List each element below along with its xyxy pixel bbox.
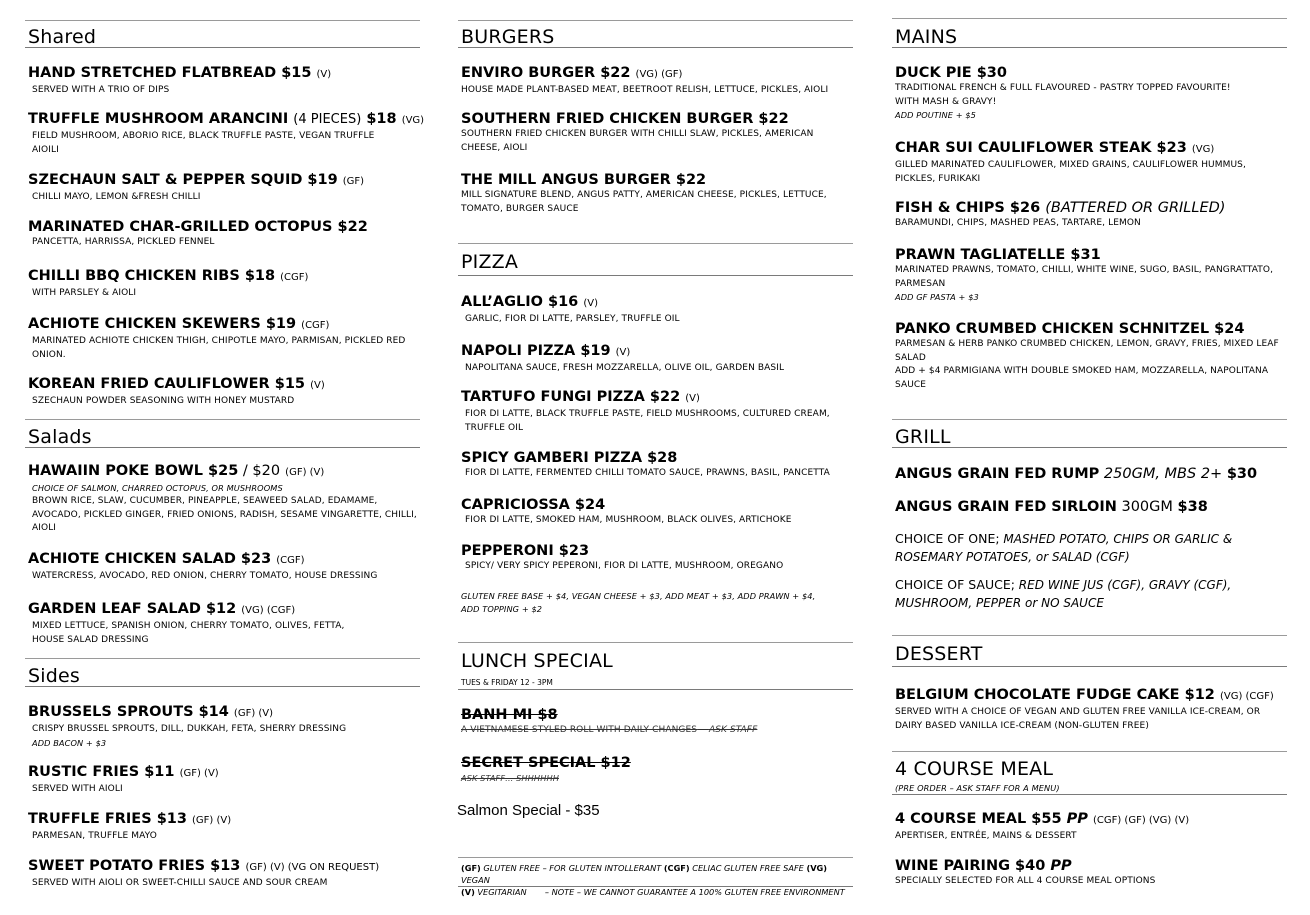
item-alt-price: / $20: [238, 463, 281, 479]
menu-item: [895, 64, 1287, 122]
menu-item: [895, 246, 1287, 304]
item-name: GARDEN LEAF SALAD $12: [28, 601, 237, 617]
menu-item: [28, 600, 420, 647]
per-person-label: PP: [1066, 811, 1088, 827]
item-addon: ADD + $4 PARMIGIANA WITH DOUBLE SMOKED HAM, MOZZARELLA, NAPOLITANA SAUCE: [895, 366, 1269, 390]
item-description: FIOR DI LATTE, BLACK TRUFFLE PASTE, FIELD MUSHROOMS, CULTURED CREAM, TRUFFLE OIL: [465, 409, 830, 433]
grill-side-choice: [895, 530, 1287, 566]
item-name: TARTUFO FUNGI PIZZA $22: [461, 389, 681, 405]
item-name: SPICY GAMBERI PIZZA $28: [461, 450, 678, 466]
section-title-shared: Shared: [28, 26, 97, 48]
diet-tag: (GF) (V): [233, 708, 274, 719]
item-description: MARINATED PRAWNS, TOMATO, CHILLI, WHITE WINE, SUGO, BASIL, PANGRATTATO, PARMESAN: [895, 265, 1274, 289]
item-description: SERVED WITH A TRIO OF DIPS: [32, 85, 170, 95]
menu-item: [895, 857, 1287, 889]
menu-item: [28, 218, 420, 250]
diet-tag: (GF) (V): [285, 467, 325, 478]
section-title-burgers: BURGERS: [461, 26, 555, 48]
section-divider: [25, 47, 420, 48]
grill-item-sirloin: [895, 498, 1287, 516]
diet-tag: (GF): [342, 176, 365, 187]
diet-tag: (CGF): [301, 320, 330, 331]
item-name: CAPRICIOSSA $24: [461, 497, 606, 513]
item-name: FISH & CHIPS $26: [895, 200, 1041, 216]
item-name: WINE PAIRING $40: [895, 858, 1046, 874]
item-description: MARINATED ACHIOTE CHICKEN THIGH, CHIPOTLE MAYO, PARMISAN, PICKLED RED ONION.: [32, 336, 406, 360]
item-name: BELGIUM CHOCOLATE FUDGE CAKE $12: [895, 687, 1215, 703]
section-title-grill: GRILL: [895, 426, 951, 448]
menu-item: [28, 315, 420, 362]
item-description: WITH PARSLEY & AIOLI: [32, 288, 137, 298]
item-price: $18: [366, 111, 397, 127]
item-description: SPICY/ VERY SPICY PEPERONI, FIOR DI LATTE, MUSHROOM, OREGANO: [465, 561, 784, 571]
item-name: NAPOLI PIZZA $19: [461, 343, 611, 359]
item-description: CHILLI MAYO, LEMON &FRESH CHILLI: [32, 192, 201, 202]
item-spec: 250GM, MBS 2+: [1099, 466, 1227, 482]
item-description: MILL SIGNATURE BLEND, ANGUS PATTY, AMERICAN CHEESE, PICKLES, LETTUCE, TOMATO, BURGER SAUCE: [461, 190, 827, 214]
item-name: ALL’AGLIO $16: [461, 294, 579, 310]
menu-item: [28, 171, 420, 205]
item-description: PARMESAN, TRUFFLE MAYO: [32, 831, 157, 841]
diet-tag: (V): [310, 380, 325, 391]
section-title-lunch-special: LUNCH SPECIAL: [461, 650, 613, 672]
item-description: SOUTHERN FRIED CHICKEN BURGER WITH CHILLI SLAW, PICKLES, AMERICAN CHEESE, AIOLI: [461, 129, 814, 153]
menu-item-unavailable: [461, 754, 853, 785]
item-name: 4 COURSE MEAL $55: [895, 811, 1062, 827]
item-name: BRUSSELS SPROUTS $14: [28, 704, 229, 720]
item-note: CHOICE OF SALMON, CHARRED OCTOPUS, OR MUSHROOMS: [32, 483, 283, 493]
menu-item-unavailable: [461, 706, 853, 738]
item-name: PEPPERONI $23: [461, 543, 590, 559]
item-description: SERVED WITH A CHOICE OF VEGAN AND GLUTEN FREE VANILLA ICE-CREAM, OR DAIRY BASED VANILLA ICE-CREAM (NON-GLUTEN FREE): [895, 707, 1261, 731]
menu-item: [28, 110, 425, 157]
section-divider: [25, 419, 420, 420]
menu-item: [461, 542, 853, 574]
diet-tag: (GF) (V) (VG ON REQUEST): [245, 862, 380, 873]
item-name: ANGUS GRAIN FED SIRLOIN: [895, 499, 1117, 515]
salmon-special: Salmon Special - $35: [457, 802, 600, 819]
item-name: SOUTHERN FRIED CHICKEN BURGER $22: [461, 111, 789, 127]
item-name: DUCK PIE $30: [895, 65, 1007, 81]
section-divider: [25, 447, 420, 448]
legend-code: (GF): [461, 863, 481, 873]
choice-options: MASHED POTATO, CHIPS OR GARLIC & ROSEMARY POTATOES, or SALAD (CGF): [895, 532, 1233, 564]
menu-item: [461, 496, 853, 528]
section-title-pizza: PIZZA: [461, 251, 519, 273]
section-divider: [458, 642, 853, 643]
menu-item: [461, 388, 853, 435]
section-title-4-course-meal: 4 COURSE MEAL: [895, 758, 1054, 780]
section-divider: [892, 666, 1287, 667]
menu-item: [28, 810, 420, 844]
legend-code: (V): [461, 887, 475, 897]
section-divider: [458, 47, 853, 48]
item-description: A VIETNAMESE STYLED ROLL WITH DAILY CHANGES: [461, 725, 698, 735]
item-name: ACHIOTE CHICKEN SALAD $23: [28, 551, 272, 567]
diet-tag: (GF) (V): [179, 768, 219, 779]
section-divider: [892, 447, 1287, 448]
item-note: ADD GF PASTA + $3: [895, 292, 979, 302]
item-option-note: (BATTERED OR GRILLED): [1045, 200, 1226, 216]
item-name: ANGUS GRAIN FED RUMP: [895, 466, 1100, 482]
item-description: PARMESAN & HERB PANKO CRUMBED CHICKEN, LEMON, GRAVY, FRIES, MIXED LEAF SALAD: [895, 339, 1279, 363]
dietary-legend: [461, 862, 853, 898]
diet-tag: (VG) (CGF): [241, 605, 296, 616]
diet-tag: (V): [316, 69, 332, 80]
item-description: FIELD MUSHROOM, ABORIO RICE, BLACK TRUFFLE PASTE, VEGAN TRUFFLE AIOILI: [32, 131, 375, 155]
menu-item: [28, 64, 420, 98]
section-divider: [25, 20, 420, 21]
item-description: BROWN RICE, SLAW, CUCUMBER, PINEAPPLE, SEAWEED SALAD, EDAMAME, AVOCADO, PICKLED GINGER, FRIED ONIONS, RADISH, SESAME VINGARETTE, CHILLI, AIOLI: [32, 496, 417, 533]
menu-item: [461, 64, 853, 98]
diet-tag: (VG) (CGF): [1219, 691, 1274, 702]
item-description: TRADITIONAL FRENCH & FULL FLAVOURED - PASTRY TOPPED FAVOURITE! WITH MASH & GRAVY!: [895, 83, 1231, 107]
item-description: FIOR DI LATTE, SMOKED HAM, MUSHROOM, BLACK OLIVES, ARTICHOKE: [465, 515, 792, 525]
menu-item: [28, 462, 420, 536]
menu-item: [895, 810, 1287, 844]
choice-options: RED WINE JUS (CGF), GRAVY (CGF), MUSHROOM, PEPPER or NO SAUCE: [895, 578, 1232, 610]
section-title-salads: Salads: [28, 426, 92, 448]
section-divider: [892, 47, 1287, 48]
item-description: CRISPY BRUSSEL SPROUTS, DILL, DUKKAH, FETA, SHERRY DRESSING: [32, 724, 347, 734]
menu-item: [28, 703, 420, 750]
menu-item: [28, 763, 420, 797]
item-price: $38: [1177, 499, 1208, 515]
menu-item: [461, 110, 853, 155]
item-name: RUSTIC FRIES $11: [28, 764, 175, 780]
item-note: ASK STAFF: [708, 725, 758, 735]
item-name: SZECHAUN SALT & PEPPER SQUID $19: [28, 172, 338, 188]
legend-disclaimer: – NOTE – WE CANNOT GUARANTEE A 100% GLUTEN FREE ENVIRONMENT: [544, 887, 845, 897]
diet-tag: (V): [583, 298, 598, 309]
item-description: NAPOLITANA SAUCE, FRESH MOZZARELLA, OLIVE OIL, GARDEN BASIL: [465, 363, 785, 373]
section-title-sides: Sides: [28, 665, 80, 687]
item-name: ENVIRO BURGER $22: [461, 65, 631, 81]
section-divider: [892, 794, 1287, 795]
grill-sauce-choice: [895, 576, 1287, 612]
item-name: CHAR SUI CAULIFLOWER STEAK $23: [895, 140, 1187, 156]
item-name: KOREAN FRIED CAULIFLOWER $15: [28, 376, 306, 392]
menu-item: [895, 320, 1287, 392]
section-divider: [892, 751, 1287, 752]
item-description: WATERCRESS, AVOCADO, RED ONION, CHERRY TOMATO, HOUSE DRESSING: [32, 571, 378, 581]
pizza-extras: GLUTEN FREE BASE + $4, VEGAN CHEESE + $3, ADD MEAT + $3, ADD PRAWN + $4, ADD TOPPING + $2: [461, 591, 816, 614]
menu-item: [895, 139, 1287, 186]
diet-tag: (GF) (V): [192, 815, 232, 826]
diet-tag: (V): [615, 347, 631, 358]
diet-tag: (CGF): [276, 555, 305, 566]
section-divider: [892, 18, 1287, 19]
diet-tag: (CGF) (GF) (VG) (V): [1092, 815, 1190, 826]
section-divider: [458, 243, 853, 244]
menu-item: [461, 171, 853, 216]
item-name: ACHIOTE CHICKEN SKEWERS $19: [28, 316, 297, 332]
section-divider: [892, 419, 1287, 420]
section-divider: [458, 886, 853, 887]
item-note: ASK STAFF… SHHHHHH: [461, 773, 559, 783]
section-divider: [458, 689, 853, 690]
diet-tag: (VG): [401, 115, 425, 126]
item-name: HAND STRETCHED FLATBREAD $15: [28, 65, 312, 81]
section-divider: [25, 658, 420, 659]
item-description: SPECIALLY SELECTED FOR ALL 4 COURSE MEAL OPTIONS: [895, 876, 1156, 886]
item-name: SWEET POTATO FRIES $13: [28, 858, 241, 874]
menu-item: [461, 449, 853, 481]
menu-item: [28, 550, 420, 584]
item-name: MARINATED CHAR-GRILLED OCTOPUS $22: [28, 219, 368, 235]
legend-text: CELIAC GLUTEN FREE SAFE: [689, 863, 807, 873]
legend-code: (CGF): [663, 863, 690, 873]
menu-item: [461, 342, 853, 376]
item-description: SERVED WITH AIOLI OR SWEET-CHILLI SAUCE AND SOUR CREAM: [32, 878, 328, 888]
per-person-label: PP: [1050, 858, 1072, 874]
legend-text: GLUTEN FREE – FOR GLUTEN INTOLLERANT: [480, 863, 664, 873]
item-description: SERVED WITH AIOLI: [32, 784, 123, 794]
item-portion: (4 PIECES): [293, 112, 362, 127]
item-note: ADD POUTINE + $5: [895, 110, 976, 120]
section-title-dessert: DESSERT: [895, 643, 983, 665]
item-description: PANCETTA, HARRISSA, PICKLED FENNEL: [32, 237, 215, 247]
item-description: SZECHAUN POWDER SEASONING WITH HONEY MUSTARD: [32, 396, 295, 406]
course-preorder-note: (PRE ORDER – ASK STAFF FOR A MENU): [895, 783, 1060, 793]
item-name: PANKO CRUMBED CHICKEN SCHNITZEL $24: [895, 321, 1245, 337]
item-name: HAWAIIN POKE BOWL $25: [28, 463, 239, 479]
item-description: BARAMUNDI, CHIPS, MASHED PEAS, TARTARE, LEMON: [895, 218, 1141, 228]
item-name: PRAWN TAGLIATELLE $31: [895, 247, 1101, 263]
section-divider: [25, 686, 420, 687]
item-name: THE MILL ANGUS BURGER $22: [461, 172, 707, 188]
menu-item: [28, 267, 420, 301]
item-description: HOUSE MADE PLANT-BASED MEAT, BEETROOT RELISH, LETTUCE, PICKLES, AIOLI: [461, 85, 829, 95]
menu-item: [28, 375, 420, 409]
section-divider: [892, 635, 1287, 636]
legend-text: VEGAN: [461, 875, 490, 885]
menu-item: [895, 686, 1287, 733]
menu-item: [461, 293, 853, 327]
diet-tag: (V): [685, 393, 700, 404]
section-divider: [458, 275, 853, 276]
diet-tag: (VG): [1191, 144, 1215, 155]
item-description: MIXED LETTUCE, SPANISH ONION, CHERRY TOMATO, OLIVES, FETTA, HOUSE SALAD DRESSING: [32, 621, 345, 645]
legend-text: VEGITARIAN: [474, 887, 527, 897]
item-name: BANH MI $8: [461, 707, 558, 723]
choice-label: CHOICE OF ONE;: [895, 531, 1000, 546]
item-name: TRUFFLE MUSHROOM ARANCINI: [28, 111, 289, 127]
grill-item-rump: [895, 465, 1287, 483]
item-description: GILLED MARINATED CAULIFLOWER, MIXED GRAINS, CAULIFLOWER HUMMUS, PICKLES, FURIKAKI: [895, 160, 1246, 184]
item-note: ADD BACON + $3: [32, 737, 107, 748]
item-spec: 300GM: [1116, 499, 1178, 515]
diet-tag: (VG) (GF): [635, 69, 683, 80]
menu-item: [28, 857, 420, 891]
diet-tag: (CGF): [280, 272, 309, 283]
item-name: CHILLI BBQ CHICKEN RIBS $18: [28, 268, 276, 284]
legend-code: (VG): [806, 863, 827, 873]
item-name: TRUFFLE FRIES $13: [28, 811, 187, 827]
section-title-mains: MAINS: [895, 26, 958, 48]
item-price: $30: [1226, 466, 1258, 482]
menu-item: [895, 199, 1287, 231]
section-divider: [458, 20, 853, 21]
choice-label: CHOICE OF SAUCE;: [895, 577, 1015, 592]
item-description: GARLIC, FIOR DI LATTE, PARSLEY, TRUFFLE OIL: [465, 314, 680, 324]
lunch-hours: TUES & FRIDAY 12 - 3PM: [461, 678, 553, 687]
section-divider: [458, 857, 853, 858]
item-name: SECRET SPECIAL $12: [461, 755, 631, 771]
item-description: FIOR DI LATTE, FERMENTED CHILLI TOMATO SAUCE, PRAWNS, BASIL, PANCETTA: [465, 468, 830, 478]
item-description: APERTISER, ENTRÉE, MAINS & DESSERT: [895, 831, 1077, 841]
